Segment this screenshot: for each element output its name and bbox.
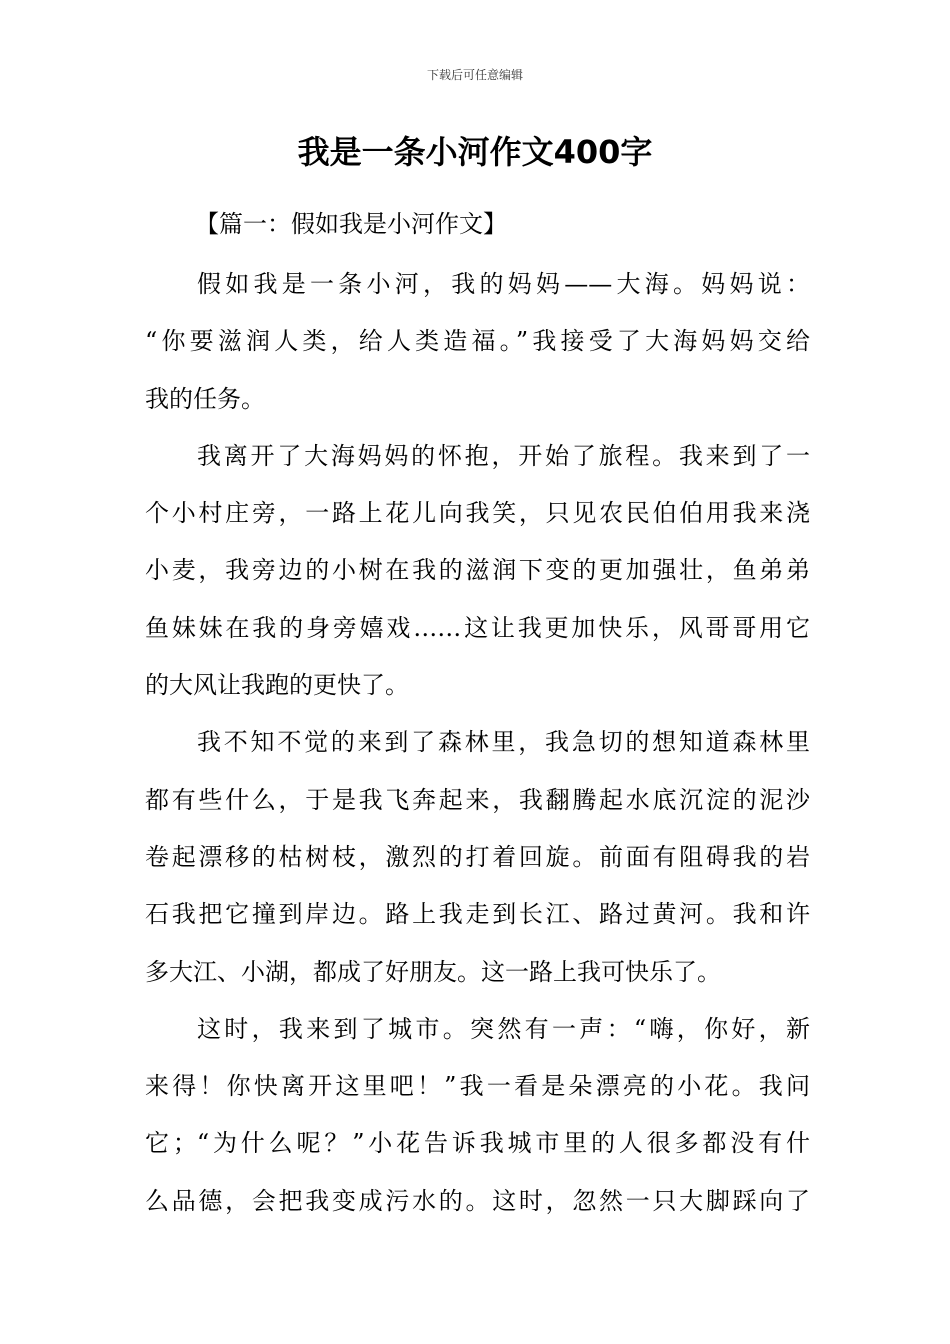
paragraph-line: 多大江、小湖，都成了好朋友。这一路上我可快乐了。 — [145, 957, 721, 986]
paragraph-1 — [145, 256, 810, 428]
paragraph-line: 都有些什么，于是我飞奔起来，我翻腾起水底沉淀的泥沙 — [145, 785, 810, 814]
paragraph-line: 么品德，会把我变成污水的。这时，忽然一只大脚踩向了 — [145, 1186, 810, 1215]
paragraph-line: 我离开了大海妈妈的怀抱，开始了旅程。我来到了一 — [197, 441, 810, 470]
paragraph-line: 这时，我来到了城市。突然有一声：“嗨，你好，新 — [197, 1014, 810, 1043]
paragraph-3 — [145, 714, 810, 1000]
header-note: 下载后可任意编辑 — [426, 68, 523, 82]
paragraph-line: 卷起漂移的枯树枝，激烈的打着回旋。前面有阻碍我的岩 — [145, 842, 810, 871]
document-title: 我是一条小河作文400字 — [297, 133, 653, 171]
paragraph-line: 的大风让我跑的更快了。 — [145, 671, 409, 700]
paragraph-line: “你要滋润人类，给人类造福。”我接受了大海妈妈交给 — [145, 327, 810, 356]
paragraph-2 — [145, 428, 810, 714]
paragraph-line: 我不知不觉的来到了森林里，我急切的想知道森林里 — [197, 728, 810, 757]
paragraph-line: 小麦，我旁边的小树在我的滋润下变的更加强壮，鱼弟弟 — [145, 556, 810, 585]
paragraph-line: 鱼妹妹在我的身旁嬉戏……这让我更加快乐，风哥哥用它 — [145, 613, 810, 642]
paragraph-line: 石我把它撞到岸边。路上我走到长江、路过黄河。我和许 — [145, 900, 810, 929]
paragraph-line: 我的任务。 — [145, 384, 265, 413]
paragraph-line: 假如我是一条小河，我的妈妈——大海。妈妈说： — [197, 270, 810, 298]
paragraph-line: 来得！你快离开这里吧！”我一看是朵漂亮的小花。我问 — [145, 1072, 810, 1101]
paragraph-4 — [145, 1001, 810, 1230]
paragraph-line: 它；“为什么呢？”小花告诉我城市里的人很多都没有什 — [145, 1129, 810, 1158]
paragraph-line: 个小村庄旁，一路上花儿向我笑，只见农民伯伯用我来浇 — [145, 499, 810, 528]
document-body — [145, 256, 810, 1230]
section-heading: 【篇一：假如我是小河作文】 — [195, 210, 507, 238]
